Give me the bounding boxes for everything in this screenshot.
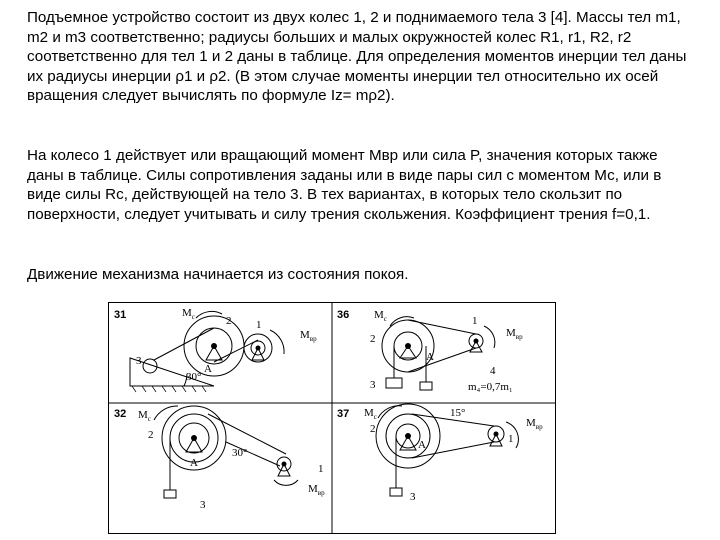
incline-hatch	[132, 386, 206, 392]
panel-number: 37	[337, 408, 350, 420]
angle-label: 15°	[450, 407, 466, 419]
angle-label: 30°	[232, 447, 248, 459]
panel-number: 32	[114, 408, 127, 420]
paragraph-forces: На колесо 1 действует или вращающий момент Мвр или сила P, значения которых также даны в таблице. Силы сопротивления заданы или в виде пары сил с моментом Мс, или в виде силы Rc, действующей на тело 3. В тех вариантах, в которых тело скользит по поверхности, следует учитывать и силу трения скольжения. Коэффициент трения f=0,1.	[27, 147, 662, 223]
paragraph-initial-state: Движение механизма начинается из состояния покоя.	[27, 266, 409, 283]
angle-label: 30°	[186, 371, 202, 383]
moment-c-label: $M_c$	[374, 309, 387, 323]
paragraph-description: Подъемное устройство состоит из двух колес 1, 2 и поднимаемого тела 3 [4]. Массы тел m1, m2 и m3 соответственно; радиусы больших и малых окружностей колес R1, r1, R2, r2 соответственно для тел 1 и 2 даны в таблице. Для определения моментов инерции тел даны их радиусы инерции ρ1 и ρ2. (В этом случае моменты инерции тел относительно их осей вращения следует вычислять по формуле Iz= mρ2).	[27, 9, 687, 105]
body-2-label: 2	[370, 333, 376, 345]
body-1-label: 1	[256, 319, 262, 331]
body-1-label: 1	[472, 315, 478, 327]
body-3-label: 3	[370, 379, 376, 391]
body-2-label: 2	[370, 423, 376, 435]
moment-c-label: $M_c$	[182, 307, 195, 321]
diagram-grid	[108, 302, 556, 534]
panel-31	[114, 307, 317, 392]
axis-a-label: A	[204, 363, 212, 375]
panel-number: 36	[337, 309, 350, 321]
body-3-label: 3	[410, 491, 416, 503]
panel-37	[337, 404, 543, 503]
moment-c-label: $M_c$	[364, 407, 377, 421]
counterweight	[420, 382, 432, 390]
panel-number: 31	[114, 309, 127, 321]
panel-36	[337, 309, 523, 393]
body-3-label: 3	[200, 499, 206, 511]
counterweight-number: 4	[490, 365, 496, 377]
moment-vr-label: $M_{вр}$	[308, 483, 325, 497]
body-2-label: 2	[148, 429, 154, 441]
body-1-label: 1	[508, 433, 514, 445]
body-3	[164, 490, 176, 498]
body-3	[390, 488, 402, 496]
moment-c-label: $M_c$	[138, 409, 151, 423]
panel-32	[114, 406, 325, 511]
body-3-label: 3	[136, 355, 142, 367]
moment-vr-label: $M_{вр}$	[300, 329, 317, 343]
moment-vr-label: $M_{вр}$	[526, 417, 543, 431]
axis-a-label: A	[426, 351, 434, 363]
mass-relation-label: m₄=0,7m₁	[468, 381, 513, 393]
body-2-label: 2	[226, 315, 232, 327]
body-1-label: 1	[318, 463, 324, 475]
mechanism-diagram	[108, 302, 556, 534]
body-3	[386, 378, 402, 388]
moment-vr-label: $M_{вр}$	[506, 327, 523, 341]
axis-a-label: A	[190, 457, 198, 469]
axis-a-label: A	[418, 439, 426, 451]
